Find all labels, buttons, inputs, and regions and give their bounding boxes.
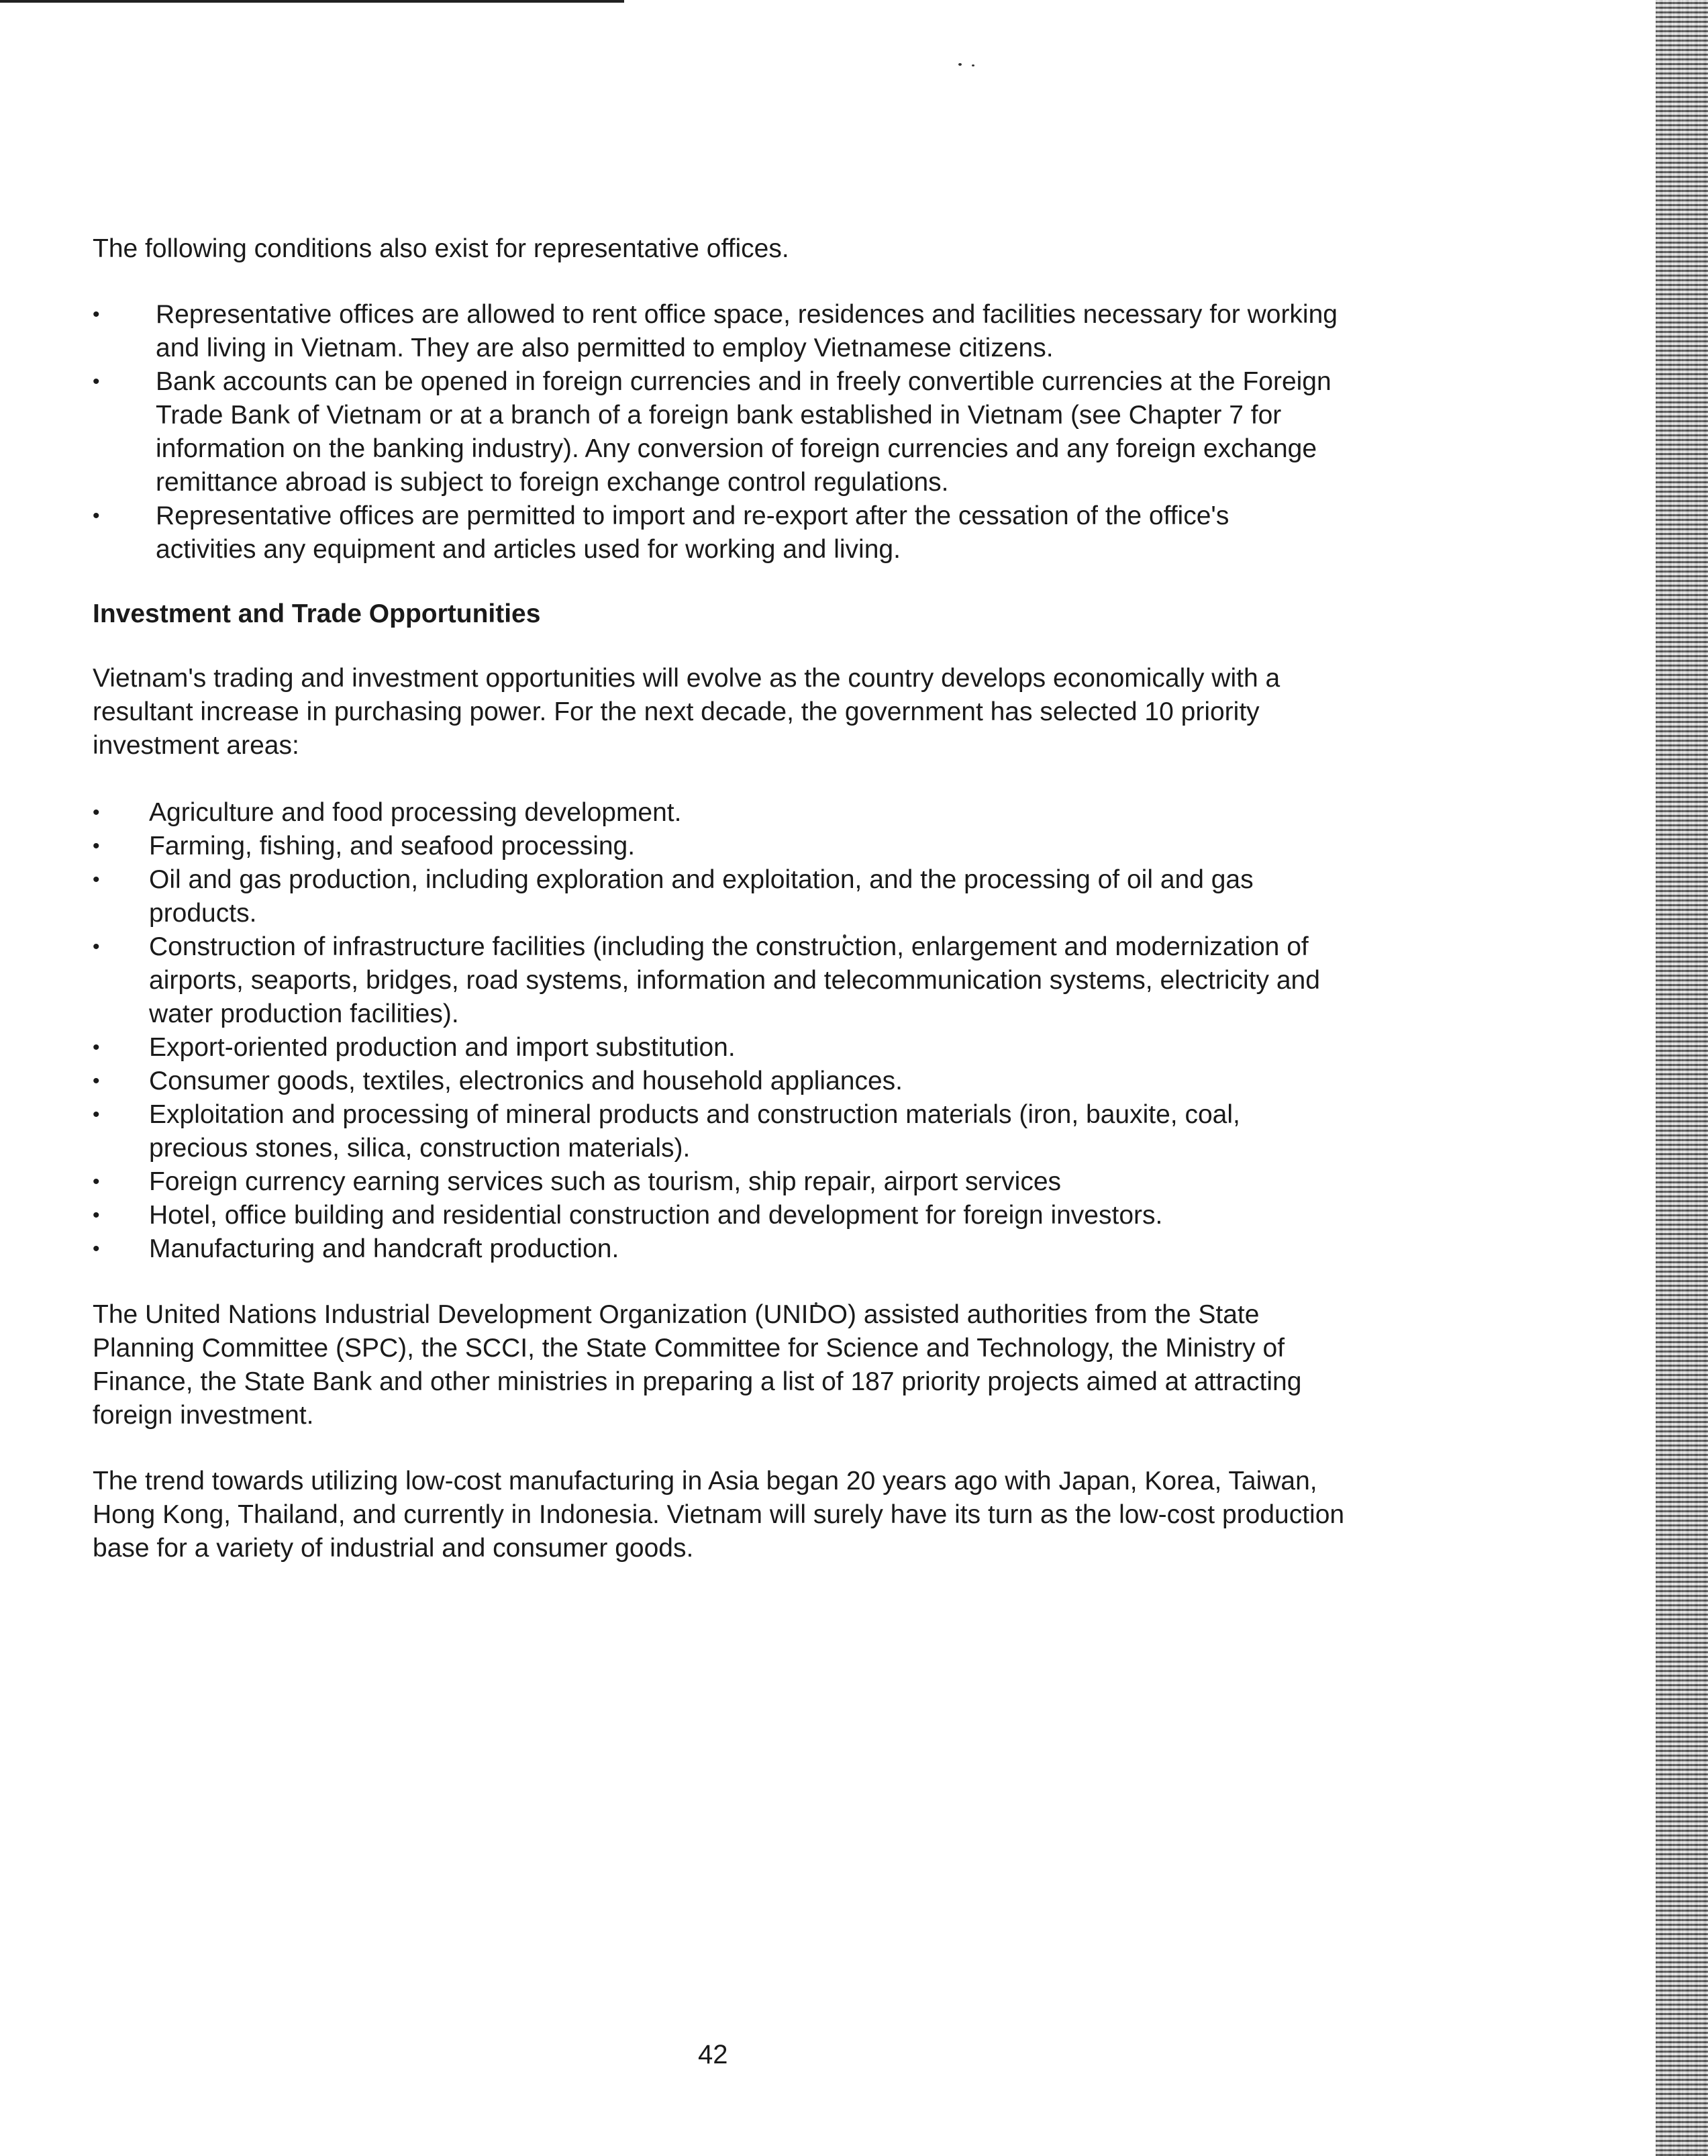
- priority-area-text: Manufacturing and handcraft production.: [149, 1234, 619, 1263]
- top-rule: [0, 0, 624, 3]
- list-item: [93, 499, 1368, 567]
- bullet-icon: •: [93, 371, 100, 393]
- list-item: [93, 1232, 1341, 1266]
- bullet-icon: •: [93, 1104, 100, 1126]
- page-number: 42: [698, 2040, 728, 2069]
- list-item: [93, 796, 1341, 830]
- scan-speck: [958, 63, 962, 66]
- list-item: [93, 863, 1341, 930]
- investment-intro-paragraph: Vietnam's trading and investment opportunities will evolve as the country develops economically with a resultant increase in purchasing power. For the next decade, the government has selected 10 priority investment areas:: [93, 664, 1280, 760]
- bullet-icon: •: [93, 1070, 100, 1092]
- bullet-icon: •: [93, 505, 100, 527]
- bullet-icon: •: [93, 869, 100, 891]
- bullet-icon: •: [93, 1171, 100, 1193]
- scan-speck: [972, 64, 974, 66]
- list-item: [93, 1199, 1341, 1232]
- condition-text: Representative offices are allowed to rent office space, residences and facilities necessary for working and living in Vietnam. They are also permitted to employ Vietnamese citizens.: [156, 300, 1338, 362]
- priority-area-text: Exploitation and processing of mineral products and construction materials (iron, bauxite, coal, precious stones, silica, construction materials).: [149, 1100, 1240, 1163]
- bullet-icon: •: [93, 303, 100, 326]
- scan-edge-artifact: [1656, 0, 1708, 2156]
- list-item: [93, 1031, 1341, 1065]
- bullet-icon: •: [93, 835, 100, 857]
- unido-paragraph: The United Nations Industrial Development Organization (UNIDO) assisted authorities from the State Planning Committee (SPC), the SCCI, the State Committee for Science and Technology, the Ministry of Finance, the State Bank and other ministries in preparing a list of 187 priority projects aimed at attracting foreign investment.: [93, 1300, 1302, 1430]
- priority-area-text: Foreign currency earning services such as tourism, ship repair, airport services: [149, 1167, 1062, 1196]
- priority-area-text: Farming, fishing, and seafood processing.: [149, 832, 636, 861]
- list-item: [93, 1165, 1341, 1199]
- bullet-icon: •: [93, 1238, 100, 1260]
- priority-area-text: Export-oriented production and import substitution.: [149, 1033, 736, 1062]
- list-item: [93, 298, 1368, 365]
- bullet-icon: •: [93, 801, 100, 824]
- priority-area-text: Construction of infrastructure facilities (including the construction, enlargement and modernization of airports, seaports, bridges, road systems, information and telecommunication systems, electricity and water production facilities).: [149, 932, 1320, 1028]
- list-item: [93, 1065, 1341, 1098]
- bullet-icon: •: [93, 1204, 100, 1226]
- condition-text: Representative offices are permitted to import and re-export after the cessation of the office's activities any equipment and articles used for working and living.: [156, 501, 1229, 564]
- conditions-list: [93, 298, 1368, 567]
- list-item: [93, 830, 1341, 863]
- document-body: [93, 232, 1368, 1565]
- priority-area-text: Consumer goods, textiles, electronics and household appliances.: [149, 1067, 903, 1095]
- list-item: [93, 365, 1368, 499]
- priority-areas-list: [93, 796, 1368, 1266]
- condition-text: Bank accounts can be opened in foreign currencies and in freely convertible currencies at the Foreign Trade Bank of Vietnam or at a branch of a foreign bank established in Vietnam (see Chapter 7 for information on the banking industry). Any conversion of foreign currencies and any foreign exchange remittance abroad is subject to foreign exchange control regulations.: [156, 367, 1332, 497]
- priority-area-text: Agriculture and food processing development.: [149, 798, 682, 827]
- section-heading: Investment and Trade Opportunities: [93, 599, 541, 628]
- bullet-icon: •: [93, 1036, 100, 1059]
- intro-paragraph: The following conditions also exist for representative offices.: [93, 234, 789, 263]
- list-item: [93, 1098, 1341, 1165]
- priority-area-text: Oil and gas production, including exploration and exploitation, and the processing of oil and gas products.: [149, 865, 1254, 928]
- trend-paragraph: The trend towards utilizing low-cost manufacturing in Asia began 20 years ago with Japan, Korea, Taiwan, Hong Kong, Thailand, and currently in Indonesia. Vietnam will surely have its turn as the low-cost production base for a variety of industrial and consumer goods.: [93, 1467, 1345, 1563]
- list-item: [93, 930, 1341, 1031]
- bullet-icon: •: [93, 936, 100, 958]
- priority-area-text: Hotel, office building and residential construction and development for foreign investors.: [149, 1201, 1163, 1230]
